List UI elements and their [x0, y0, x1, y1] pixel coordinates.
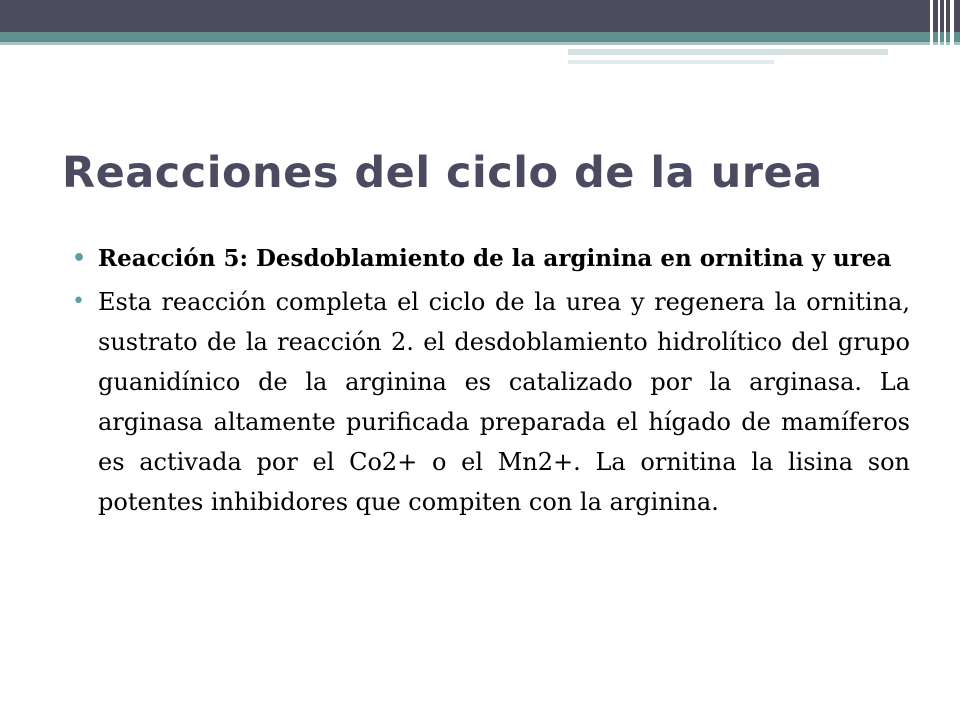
slide-title: Reacciones del ciclo de la urea — [62, 148, 823, 198]
decor-vertical-line — [944, 0, 946, 62]
bullet-item — [72, 240, 910, 278]
top-band-light — [0, 42, 960, 45]
bullet-text: Reacción 5: Desdoblamiento de la arginina en ornitina y urea — [98, 245, 892, 272]
bullet-list — [72, 240, 910, 526]
top-band-accent-bar-small — [568, 60, 774, 64]
bullet-item — [72, 282, 910, 522]
bullet-dot-icon: • — [72, 289, 85, 314]
top-band-teal — [0, 32, 960, 42]
bullet-text: Esta reacción completa el ciclo de la urea y regenera la ornitina, sustrato de la reacción 2. el desdoblamiento hidrolítico del grupo guanidínico de la arginina es catalizado por la arginasa. La arginasa altamente purificada preparada el hígado de mamíferos es activada por el Co2+ o el Mn2+. La ornitina la lisina son potentes inhibidores que compiten con la arginina. — [98, 288, 910, 516]
top-band-dark — [0, 0, 960, 32]
decor-vertical-line — [950, 0, 954, 62]
bullet-dot-icon: • — [72, 246, 87, 271]
decor-vertical-line — [930, 0, 933, 62]
top-band-accent-bar — [568, 49, 888, 55]
decor-vertical-line — [938, 0, 940, 62]
